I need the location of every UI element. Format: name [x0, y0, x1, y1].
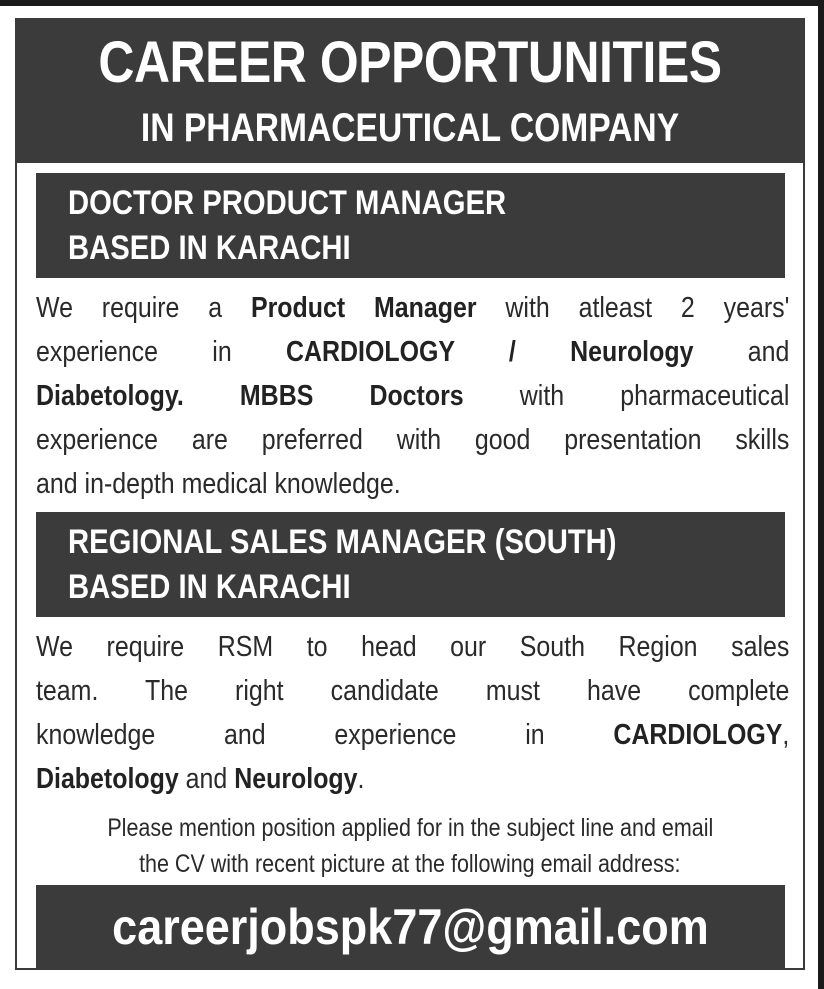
description-line: experience in CARDIOLOGY / Neurology and	[36, 336, 790, 368]
job-description-regional-sales-manager	[36, 625, 789, 801]
right-border-rule	[818, 0, 824, 989]
advertisement-frame	[15, 18, 805, 970]
description-line: Diabetology. MBBS Doctors with pharmaceutical	[36, 380, 790, 412]
description-line: Diabetology and Neurology.	[36, 763, 365, 795]
ad-header	[17, 18, 803, 163]
ad-subtitle: IN PHARMACEUTICAL COMPANY	[140, 106, 680, 150]
instructions-line: the CV with recent picture at the following email address:	[139, 850, 681, 878]
instructions-line: Please mention position applied for in the subject line and email	[107, 814, 713, 842]
contact-email[interactable]: careerjobspk77@gmail.com	[112, 899, 709, 955]
description-line: We require RSM to head our South Region sales	[36, 631, 790, 663]
description-line: experience are preferred with good presentation skills	[36, 424, 790, 456]
description-line: and in-depth medical knowledge.	[36, 468, 401, 500]
top-border-rule	[0, 0, 824, 6]
job-title: REGIONAL SALES MANAGER (SOUTH)	[68, 523, 617, 561]
ad-title: CAREER OPPORTUNITIES	[98, 30, 722, 95]
description-line: team. The right candidate must have complete	[36, 675, 790, 707]
job-title: DOCTOR PRODUCT MANAGER	[68, 184, 507, 222]
description-line: knowledge and experience in CARDIOLOGY,	[36, 719, 790, 751]
job-location: BASED IN KARACHI	[68, 568, 351, 606]
job-title-box-doctor-product-manager	[36, 173, 785, 278]
email-box	[36, 885, 785, 968]
description-line: We require a Product Manager with atleast 2 years'	[36, 292, 790, 324]
job-title-box-regional-sales-manager	[36, 512, 785, 617]
application-instructions	[17, 810, 803, 882]
job-description-doctor-product-manager	[36, 286, 789, 506]
job-location: BASED IN KARACHI	[68, 229, 351, 267]
